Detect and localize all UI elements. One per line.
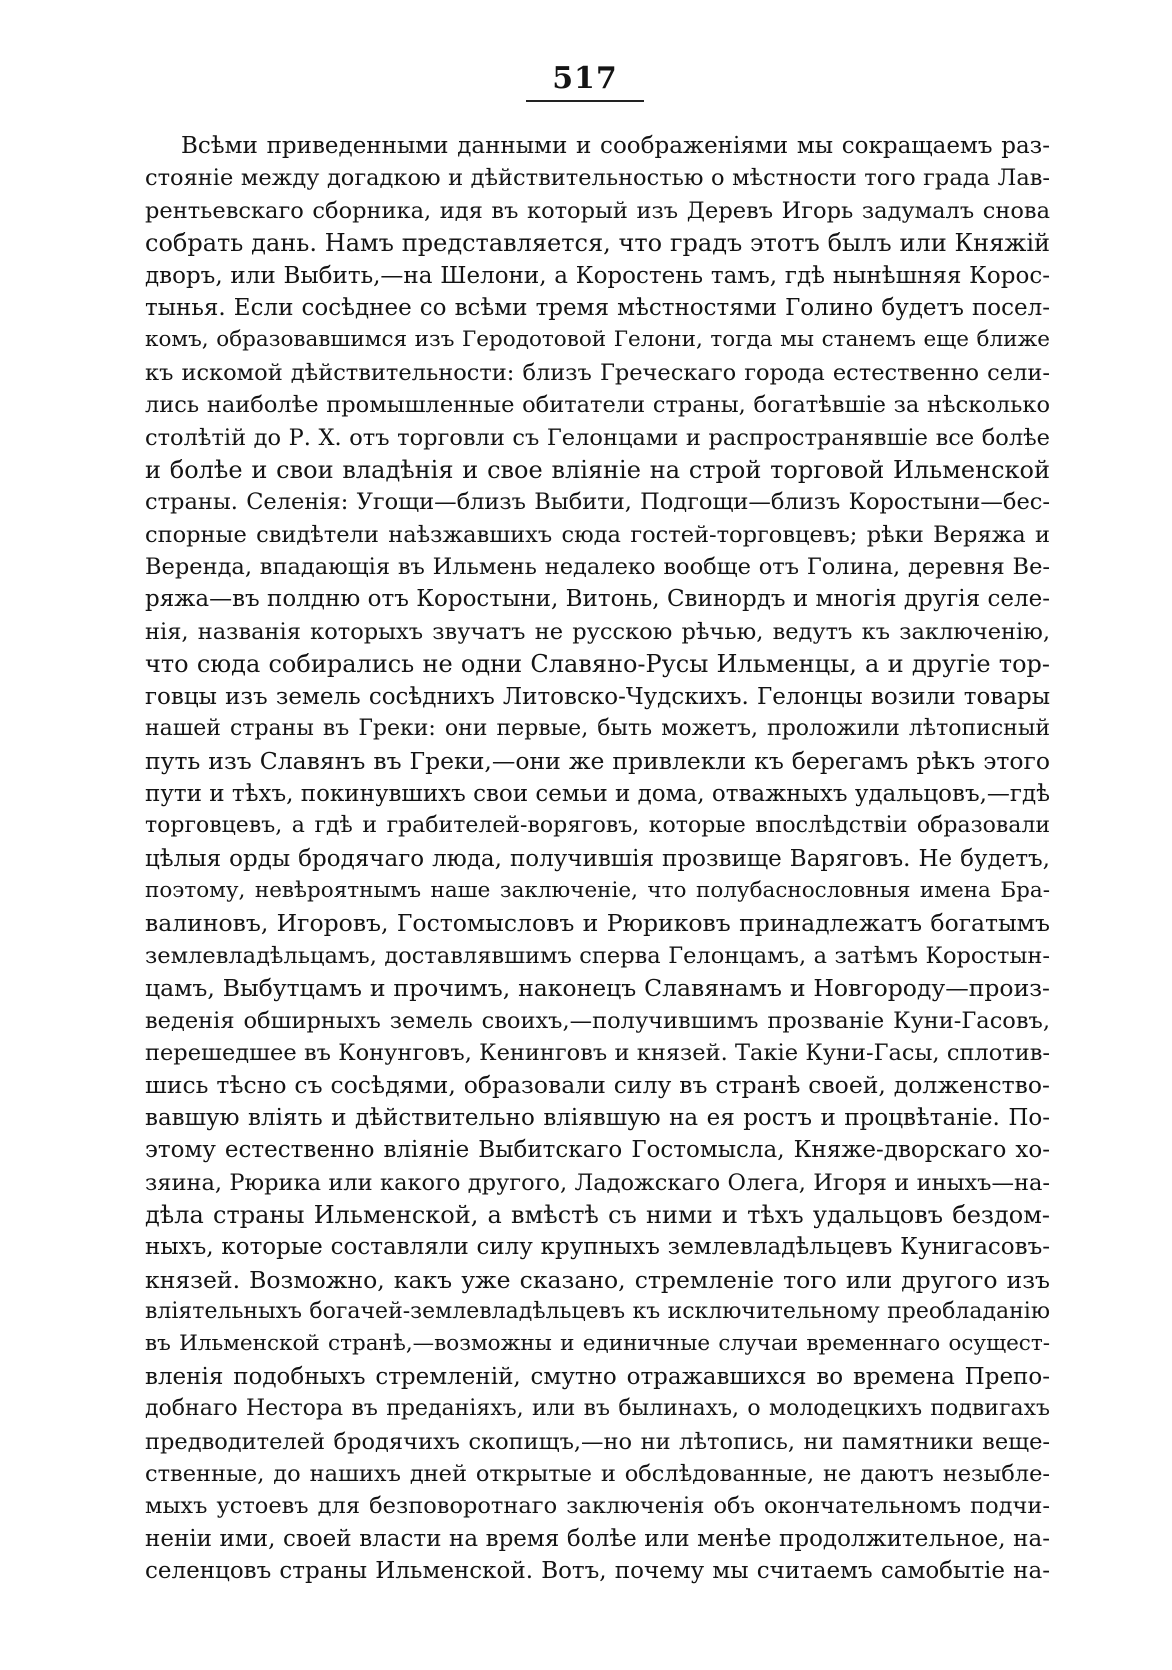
text-line: комъ, образовавшимся изъ Геродотовой Гелони, тогда мы станемъ еще ближе <box>145 327 1050 353</box>
text-line: говцы изъ земель сосѣднихъ Литовско-Чудскихъ. Гелонцы возили товары <box>145 683 1050 710</box>
text-line: землевладѣльцамъ, доставлявшимъ сперва Гелонцамъ, а затѣмъ Коростын- <box>145 942 1050 969</box>
text-line: и болѣе и свои владѣнія и свое вліяніе на строй торговой Ильменской <box>145 455 1050 484</box>
text-line: Всѣми приведенными данными и соображеніями мы сокращаемъ раз- <box>181 133 1050 159</box>
text-line: страны. Селенія: Угощи—близъ Выбити, Подгощи—близъ Коростыни—бес- <box>145 489 1050 516</box>
text-line: вленія подобныхъ стремленій, смутно отражавшихся во времена Препо- <box>145 1363 1050 1390</box>
text-line: въ Ильменской странѣ,—возможны и единичные случаи временнаго осущест- <box>145 1331 1050 1357</box>
text-line: поэтому, невѣроятнымъ наше заключеніе, что полубаснословныя имена Бра- <box>145 877 1050 903</box>
text-line: неніи ими, своей власти на время болѣе или менѣе продолжительное, на- <box>145 1525 1050 1552</box>
text-line: цамъ, Выбутцамъ и прочимъ, наконецъ Славянамъ и Новгороду—произ- <box>145 974 1050 1003</box>
text-line: шись тѣсно съ сосѣдями, образовали силу въ странѣ своей, долженство- <box>145 1071 1050 1100</box>
text-line: добнаго Нестора въ преданіяхъ, или въ былинахъ, о молодецкихъ подвигахъ <box>145 1396 1050 1422</box>
text-line: торговцевъ, а гдѣ и грабителей-воряговъ, которые впослѣдствіи образовали <box>145 813 1050 839</box>
text-line: ряжа—въ полдню отъ Коростыни, Витонь, Свинордъ и многія другія селе- <box>145 586 1050 613</box>
page-number: 517 <box>552 61 618 96</box>
text-line: лись наиболѣе промышленные обитатели страны, богатѣвшіе за нѣсколько <box>145 392 1050 419</box>
text-line: валиновъ, Игоровъ, Гостомысловъ и Рюриковъ принадлежатъ богатымъ <box>145 909 1050 938</box>
text-line: дѣла страны Ильменской, а вмѣстѣ съ ними и тѣхъ удальцовъ бездом- <box>145 1200 1050 1229</box>
body-text <box>145 130 1050 1588</box>
text-line: Веренда, впадающія въ Ильмень недалеко вообще отъ Голина, деревня Ве- <box>145 554 1050 581</box>
text-line: спорные свидѣтели наѣзжавшихъ сюда гостей-торговцевъ; рѣки Веряжа и <box>145 521 1050 548</box>
text-line: къ искомой дѣйствительности: близъ Греческаго города естественно сели- <box>145 359 1050 386</box>
text-line: тынья. Если сосѣднее со всѣми тремя мѣстностями Голино будетъ посел- <box>145 294 1050 321</box>
text-line: вліятельныхъ богачей-землевладѣльцевъ къ исключительному преобладанію <box>145 1299 1050 1325</box>
text-line: что сюда собирались не одни Славяно-Русы Ильменцы, а и другіе тор- <box>145 650 1050 679</box>
page-number-rule <box>526 100 644 102</box>
text-line: этому естественно вліяніе Выбитскаго Гостомысла, Княже-дворскаго хо- <box>145 1137 1050 1164</box>
text-line: собрать дань. Намъ представляется, что градъ этотъ былъ или Княжій <box>145 229 1050 258</box>
text-line: путь изъ Славянъ въ Греки,—они же привлекли къ берегамъ рѣкъ этого <box>145 747 1050 776</box>
text-line: князей. Возможно, какъ уже сказано, стремленіе того или другого изъ <box>145 1265 1050 1294</box>
text-line: ныхъ, которые составляли силу крупныхъ землевладѣльцевъ Кунигасовъ- <box>145 1234 1050 1261</box>
text-line: мыхъ устоевъ для безповоротнаго заключенія объ окончательномъ подчи- <box>145 1493 1050 1520</box>
text-line: стояніе между догадкою и дѣйствительностью о мѣстности того града Лав- <box>145 165 1050 192</box>
text-line: рентьевскаго сборника, идя въ который изъ Деревъ Игорь задумалъ снова <box>145 197 1050 224</box>
text-line: вавшую вліять и дѣйствительно вліявшую на ея ростъ и процвѣтаніе. По- <box>145 1104 1050 1131</box>
text-line: веденія обширныхъ земель своихъ,—получившимъ прозваніе Куни-Гасовъ, <box>145 1007 1050 1034</box>
text-line: селенцовъ страны Ильменской. Вотъ, почему мы считаемъ самобытіе на- <box>145 1558 1050 1585</box>
text-line: пути и тѣхъ, покинувшихъ свои семьи и дома, отважныхъ удальцовъ,—гдѣ <box>145 780 1050 807</box>
text-line: зяина, Рюрика или какого другого, Ладожскаго Олега, Игоря и иныхъ—на- <box>145 1169 1050 1196</box>
text-line: ственные, до нашихъ дней открытые и обслѣдованные, не даютъ незыблe- <box>145 1461 1050 1488</box>
text-line: предводителей бродячихъ скопищъ,—но ни лѣтопись, ни памятники веще- <box>145 1428 1050 1455</box>
text-line: цѣлыя орды бродячаго люда, получившія прозвище Варяговъ. Не будетъ, <box>145 845 1050 872</box>
text-line: нія, названія которыхъ звучатъ не русскою рѣчью, ведутъ къ заключенію, <box>145 618 1050 645</box>
text-line: дворъ, или Выбить,—на Шелони, а Коростень тамъ, гдѣ нынѣшняя Корос- <box>145 262 1050 289</box>
text-line: столѣтій до Р. Х. отъ торговли съ Гелонцами и распространявшіе все болѣе <box>145 424 1050 451</box>
text-line: перешедшее въ Конунговъ, Кенинговъ и князей. Такіе Куни-Гасы, сплотив- <box>145 1039 1050 1066</box>
text-line: нашей страны въ Греки: они первые, быть можетъ, проложили лѣтописный <box>145 716 1050 742</box>
